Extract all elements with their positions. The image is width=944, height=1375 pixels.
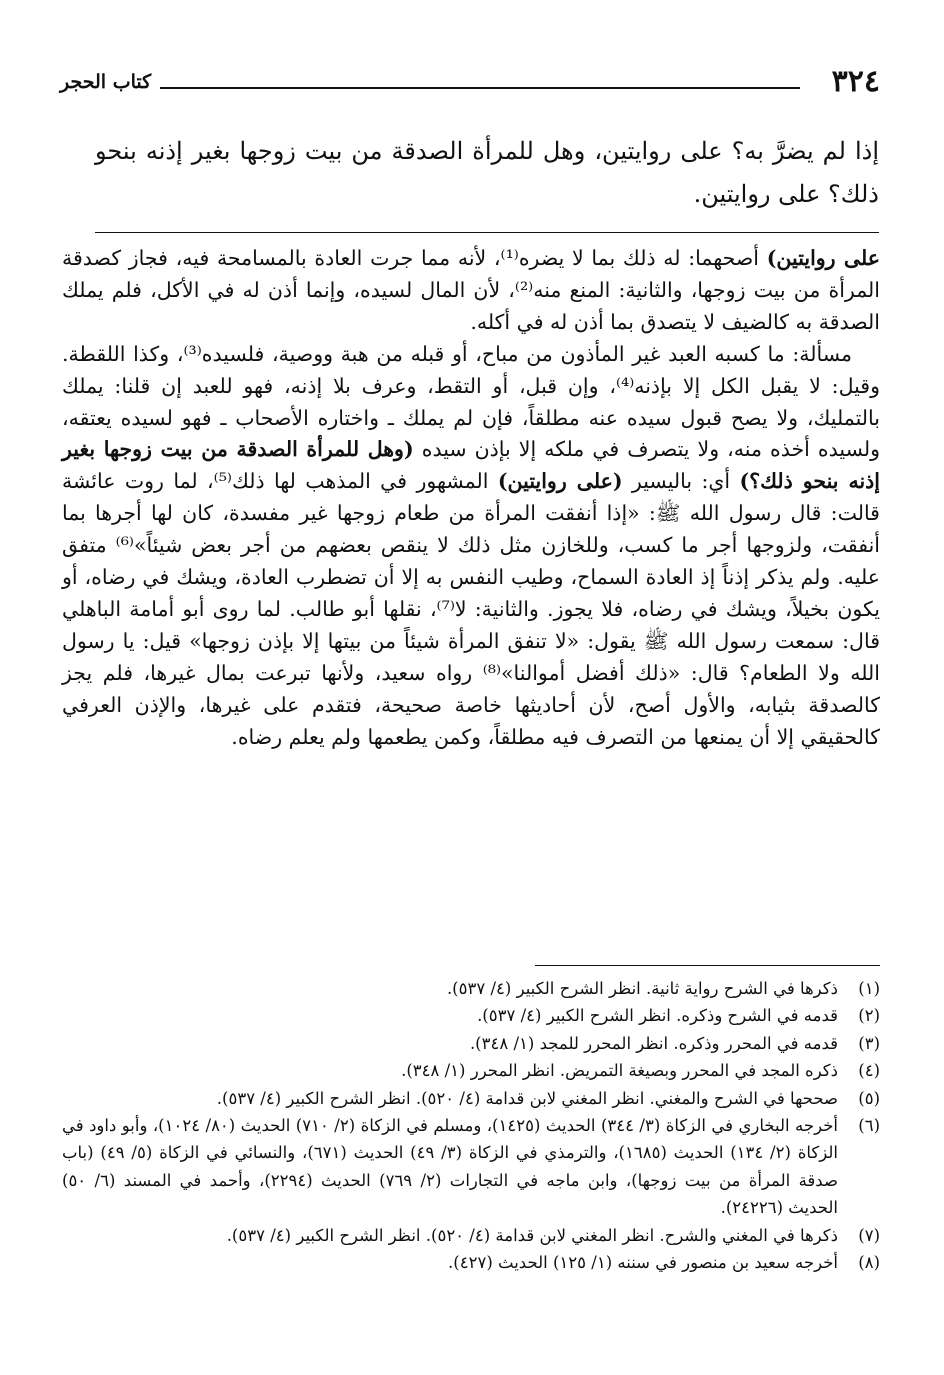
sharh-text-span: أصحهما: له ذلك بما لا يضره⁽¹⁾، لأنه مما جرت العادة بالمسامحة فيه، فجاز كصدقة المرأة من بيت زوجها، والثانية: المنع منه⁽²⁾، لأن المال لسيده، وإنما أذن له في الأكل، فلم يملك الصدقة به كالضيف لا يتصدق بما أذن له في أكله. <box>62 246 880 334</box>
page-number: ٣٢٤ <box>831 64 880 99</box>
footnote-number: (١) <box>858 979 880 998</box>
footnote <box>62 1222 880 1249</box>
sharh-paragraph <box>62 339 880 754</box>
footnote-text: ذكره المجد في المحرر وبصيغة التمريض. انظر المحرر (١/ ٣٤٨). <box>401 1061 838 1081</box>
footnote-text: قدمه في الشرح وذكره. انظر الشرح الكبير (٤/ ٥٣٧). <box>477 1006 838 1026</box>
header-rule <box>160 87 800 89</box>
footnote <box>62 1249 880 1276</box>
footnote-number: (٤) <box>858 1061 880 1081</box>
footnote <box>62 1030 880 1057</box>
footnote-text: ذكرها في الشرح رواية ثانية. انظر الشرح الكبير (٤/ ٥٣٧). <box>446 979 838 998</box>
footnote-text: ذكرها في المغني والشرح. انظر المغني لابن قدامة (٤/ ٥٢٠). انظر الشرح الكبير (٤/ ٥٣٧). <box>226 1225 838 1245</box>
sharh-bold-lead: على روايتين) <box>766 246 881 270</box>
footnote-separator <box>535 965 880 966</box>
footnote-number: (٨) <box>858 1253 880 1273</box>
footnote-number: (٦) <box>858 1116 880 1136</box>
sharh-bold-quote: (على روايتين) <box>497 469 623 494</box>
footnote-text: أخرجه البخاري في الزكاة (٣/ ٣٤٤) الحديث (١٤٢٥)، ومسلم في الزكاة (٢/ ٧١٠) الحديث (٨٠/ ١٠٢٤)، وأبو داود في الزكاة (٢/ ١٣٤) الحديث (١٦٨٥)، والترمذي في الزكاة (٣/ ٤٩) الحديث (٦٧١)، والنسائي في الزكاة (٥/ ٤٩) (باب صدقة المرأة من بيت زوجها)، وابن ماجه في التجارات (٢/ ٧٦٩) الحديث (٢٢٩٤)، وأحمد في المسند (٦/ ٥٠) الحديث (٢٤٢٢٦). <box>62 1116 838 1218</box>
matn-separator <box>95 232 879 233</box>
footnote <box>62 1085 880 1112</box>
footnote-text: أخرجه سعيد بن منصور في سننه (١/ ١٢٥) الحديث (٤٢٧). <box>448 1253 838 1273</box>
footnotes <box>62 975 880 1276</box>
footnote-text: صححها في الشرح والمغني. انظر المغني لابن قدامة (٤/ ٥٢٠). انظر الشرح الكبير (٤/ ٥٣٧). <box>216 1088 838 1108</box>
sharh-bold-quote: (وهل للمرأة الصدقة من بيت زوجها بغير إذنه بنحو ذلك؟) <box>62 437 880 494</box>
sharh-text <box>62 243 880 754</box>
footnote-number: (٥) <box>858 1088 880 1108</box>
footnote-text: قدمه في المحرر وذكره. انظر المحرر للمجد (١/ ٣٤٨). <box>469 1033 838 1053</box>
footnote-number: (٣) <box>858 1033 880 1053</box>
footnote <box>62 1057 880 1084</box>
footnote <box>62 975 880 1002</box>
sharh-paragraph <box>62 243 880 339</box>
footnote-number: (٢) <box>858 1006 880 1026</box>
footnote <box>62 1112 880 1222</box>
sharh-text-span: أي: باليسير <box>622 469 740 494</box>
running-header <box>60 62 880 102</box>
book-title: كتاب الحجر <box>60 71 152 93</box>
matn-text <box>95 130 879 216</box>
footnote-number: (٧) <box>858 1225 880 1245</box>
sharh-text-span: مسألة: ما كسبه العبد غير المأذون من مباح، أو قبله من هبة ووصية، فلسيده⁽³⁾، وكذا اللقطة. وقيل: لا يقبل الكل إلا بإذنه⁽⁴⁾، وإن قبل، أو التقط، وعرف بلا إذنه، فهو للعبد إن قلنا: يملك بالتمليك، ولا يصح قبول سيده عنه مطلقاً، فإن لم يملك ـ واختاره الأصحاب ـ فهو لسيده يعتقه، ولسيده أخذه منه، ولا يتصرف في ملكه إلا بإذن سيده <box>62 341 880 462</box>
matn-paragraph: إذا لم يضرَّ به؟ على روايتين، وهل للمرأة الصدقة من بيت زوجها بغير إذنه بنحو ذلك؟ على روايتين. <box>95 137 879 208</box>
sharh-text-span: المشهور في المذهب لها ذلك⁽⁵⁾، لما روت عائشة قالت: قال رسول الله ﷺ: «إذا أنفقت المرأة من طعام زوجها غير مفسدة، كان لها أجرها بما أنفقت، ولزوجها أجر ما كسب، وللخازن مثل ذلك لا ينقص بعضهم من أجر بعض شيئاً»⁽⁶⁾ متفق عليه. ولم يذكر إذناً إذ العادة السماح، وطيب النفس به إلا أن تضطرب العادة، ويشك في رضاه، أو يكون بخيلاً، ويشك في رضاه، فلا يجوز. والثانية: لا⁽⁷⁾، نقلها أبو طالب. لما روى أبو أمامة الباهلي قال: سمعت رسول الله ﷺ يقول: «لا تنفق المرأة شيئاً من بيتها إلا بإذن زوجها» قيل: يا رسول الله ولا الطعام؟ قال: «ذلك أفضل أموالنا»⁽⁸⁾ رواه سعيد، ولأنها تبرعت بمال غيرها، فلم يجز كالصدقة بثيابه، والأول أصح، لأن أحاديثها خاصة صحيحة، فتقدم على غيرها، والإذن العرفي كالحقيقي إلا أن يمنعها من التصرف فيه مطلقاً، وكمن يطعمها ولم يعلم رضاه. <box>62 469 880 749</box>
footnote <box>62 1002 880 1029</box>
